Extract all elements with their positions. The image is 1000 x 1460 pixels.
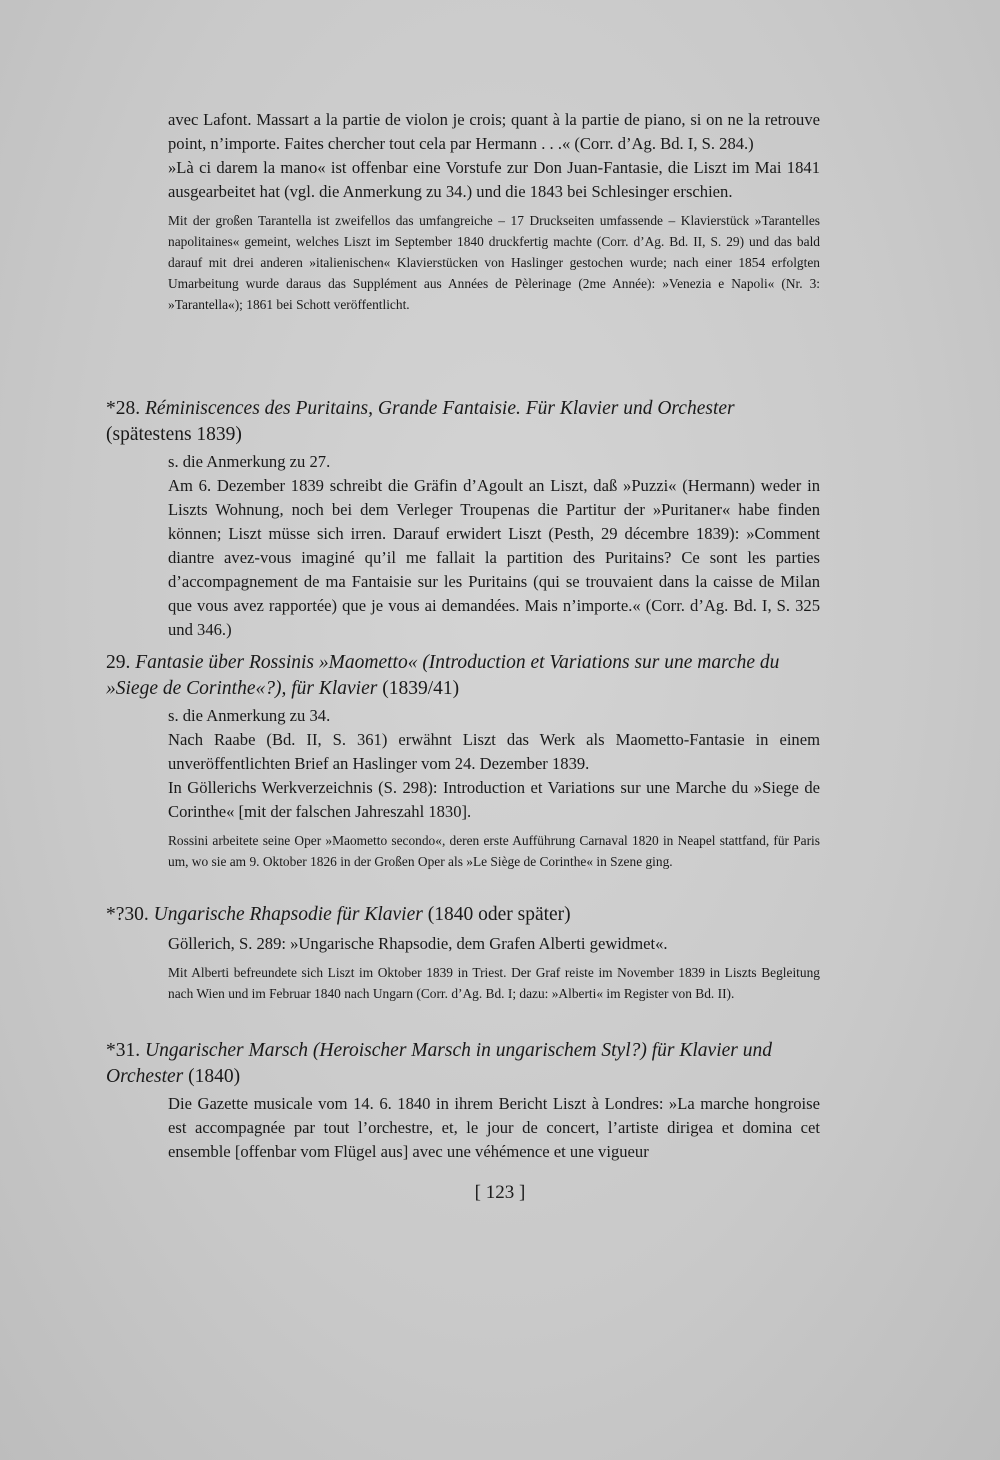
paragraph: s. die Anmerkung zu 34.	[168, 706, 331, 725]
entry-heading	[106, 650, 822, 702]
page-number: [ 123 ]	[474, 1182, 526, 1203]
entry-heading	[106, 1038, 822, 1090]
entry-heading	[106, 396, 822, 448]
entry-number: *?30.	[106, 904, 149, 925]
entry-heading	[106, 902, 822, 928]
entry-date: (spätestens 1839)	[106, 424, 242, 445]
entry-number: *28.	[106, 398, 141, 419]
footnote-paragraph: Mit der großen Tarantella ist zweifellos das umfangreiche – 17 Druckseiten umfassende – Klavierstück »Tarantelles napolitaines« gemeint, welches Liszt im September 1840 druckfertig machte (Corr. d’Ag. Bd. II, S. 29) und das bald darauf mit drei anderen »italienischen« Klavierstücken von Haslinger gestochen wurde; nach einer 1854 erfolgten Umarbeitung wurde daraus das Supplément aus Années de Pèlerinage (2me Année): »Venezia e Napoli« (Nr. 3: »Tarantella«); 1861 bei Schott veröffentlicht.	[168, 213, 820, 312]
entry-body	[168, 1092, 820, 1164]
paragraph: avec Lafont. Massart a la partie de violon je crois; quant à la partie de piano, si on ne la retrouve point, n’importe. Faites chercher tout cela par Hermann . . .« (Corr. d’Ag. Bd. I, S. 284.)	[168, 110, 820, 153]
entry-body	[168, 704, 820, 872]
paragraph: In Göllerichs Werkverzeichnis (S. 298): Introduction et Variations sur une Marche du »Siege de Corinthe« [mit der falschen Jahreszahl 1830].	[168, 778, 820, 821]
paragraph: Nach Raabe (Bd. II, S. 361) erwähnt Liszt das Werk als Maometto-Fantasie in einem unveröffentlichten Brief an Haslinger vom 24. Dezember 1839.	[168, 730, 820, 773]
paragraph: Die Gazette musicale vom 14. 6. 1840 in ihrem Bericht Liszt à Londres: »La marche hongroise est accompagnée par tout l’orchestre, et, le jour de concert, l’artiste dirigea et domina cet ensemble [offenbar vom Flügel aus] avec une véhémence et une vigueur	[168, 1094, 820, 1161]
paragraph: s. die Anmerkung zu 27.	[168, 452, 331, 471]
entry-date: (1839/41)	[382, 678, 460, 699]
footnote-paragraph: Rossini arbeitete seine Oper »Maometto secondo«, deren erste Aufführung Carnaval 1820 in Neapel stattfand, für Paris um, wo sie am 9. Oktober 1826 in der Großen Oper als »Le Siège de Corinthe« in Szene ging.	[168, 833, 820, 869]
entry-date: (1840 oder später)	[427, 904, 571, 925]
entry-title: Ungarische Rhapsodie für Klavier	[153, 904, 423, 925]
paragraph: »Là ci darem la mano« ist offenbar eine Vorstufe zur Don Juan-Fantasie, die Liszt im Mai 1841 ausgearbeitet hat (vgl. die Anmerkung zu 34.) und die 1843 bei Schlesinger erschien.	[168, 158, 820, 201]
entry-title: Ungarischer Marsch (Heroischer Marsch in ungarischem Styl?) für Klavier und Orchester	[106, 1040, 772, 1087]
entry-number: *31.	[106, 1040, 141, 1061]
paragraph: Göllerich, S. 289: »Ungarische Rhapsodie, dem Grafen Alberti gewidmet«.	[168, 934, 668, 953]
entry-title: Réminiscences des Puritains, Grande Fantaisie. Für Klavier und Orchester	[145, 398, 735, 419]
paragraph: Am 6. Dezember 1839 schreibt die Gräfin d’Agoult an Liszt, daß »Puzzi« (Hermann) weder in Liszts Wohnung, noch bei dem Verleger Troupenas die Partitur der »Puritaner« habe finden können; Liszt müsse sich irren. Darauf erwidert Liszt (Pesth, 29 décembre 1839): »Comment diantre avez-vous imaginé qu’il me fallait la partition des Puritains? Ce sont les parties d’accompagnement de ma Fantaisie sur les Puritains (qui se trouvaient dans la caisse de Milan que vous avez rapportée) que je vous ai demandées. Mais n’importe.« (Corr. d’Ag. Bd. I, S. 325 und 346.)	[168, 476, 820, 639]
entry-body	[168, 450, 820, 642]
continuation-block	[168, 108, 820, 315]
entry-title: Fantasie über Rossinis »Maometto« (Introduction et Variations sur une marche du »Siege de Corinthe«?), für Klavier	[106, 652, 780, 699]
entry-body	[168, 932, 820, 1004]
entry-date: (1840)	[188, 1066, 241, 1087]
entry-number: 29.	[106, 652, 131, 673]
footnote-paragraph: Mit Alberti befreundete sich Liszt im Oktober 1839 in Triest. Der Graf reiste im November 1839 in Liszts Begleitung nach Wien und im Februar 1840 nach Ungarn (Corr. d’Ag. Bd. I; dazu: »Alberti« im Register von Bd. II).	[168, 965, 820, 1001]
